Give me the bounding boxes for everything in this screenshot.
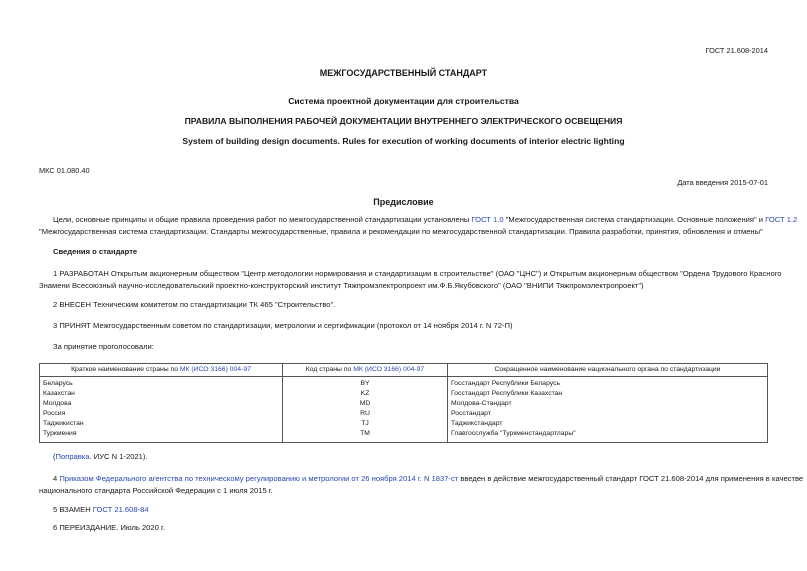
item-4-text: введен в действие межгосударственный стандарт ГОСТ 21.608-2014 для применения в качестве [458,474,804,483]
body-cell: Главгосслужба "Туркменстандартлары" [448,429,768,443]
column-header-country-text: Краткое наименование страны по [71,366,180,373]
country-cell: Молдова [40,399,283,409]
amendment-rest: . ИУС N 1-2021). [89,452,148,461]
item-1-line-2: Знамени Всесоюзный научно-исследовательский проектно-конструкторский институт Тяжпромэлектропроект им.Ф.Б.Якубовского" (ОАО "ВНИПИ Тяжпромэлектропроект") [39,281,644,290]
system-title: Система проектной документации для строительства [288,96,519,106]
code-cell: MD [283,399,448,409]
item-4-number: 4 [53,474,60,483]
gost-21-608-84-link[interactable]: ГОСТ 21.608-84 [92,505,149,514]
body-cell: Росстандарт [448,409,768,419]
column-header-country [40,364,283,377]
body-cell: Таджикстандарт [448,419,768,429]
foreword-heading: Предисловие [373,197,434,207]
code-cell: TJ [283,419,448,429]
introduction-date: Дата введения 2015-07-01 [677,178,768,187]
item-4-line-1 [39,473,804,485]
item-4-line-2: национального стандарта Российской Федерации с 1 июля 2015 г. [39,486,273,495]
body-cell: Госстандарт Республики Беларусь [448,377,768,390]
rosstandart-order-link[interactable]: Приказом Федерального агентства по техническому регулированию и метрологии от 26 ноября 2014 г. N 1837-ст [59,474,459,483]
country-cell: Казахстан [40,389,283,399]
table-row [40,409,768,419]
country-cell: Россия [40,409,283,419]
body-cell: Госстандарт Республики Казахстан [448,389,768,399]
column-header-code-text: Код страны по [305,366,354,373]
item-2-introduced: 2 ВНЕСЕН Техническим комитетом по стандартизации ТК 465 "Строительство". [53,300,336,309]
document-title-ru: ПРАВИЛА ВЫПОЛНЕНИЯ РАБОЧЕЙ ДОКУМЕНТАЦИИ ВНУТРЕННЕГО ЭЛЕКТРИЧЕСКОГО ОСВЕЩЕНИЯ [184,116,623,126]
item-4-enacted [39,473,804,497]
foreword-text-b: "Межгосударственная система стандартизации. Основные положения" и [503,215,766,224]
mk-iso-link-1[interactable]: МК (ИСО 3166) 004-97 [179,366,251,373]
body-cell: Молдова-Стандарт [448,399,768,409]
column-header-body: Сокращенное наименование национального органа по стандартизации [448,364,768,377]
foreword-line-1 [39,214,798,226]
code-cell: TM [283,429,448,443]
gost-1-0-link[interactable]: ГОСТ 1.0 [471,215,504,224]
gost-1-2-link[interactable]: ГОСТ 1.2 [765,215,798,224]
item-1-line-1: 1 РАЗРАБОТАН Открытым акционерным обществом "Центр методологии нормирования и стандартизации в строительстве" (ОАО "ЦНС") и Открытым акционерным обществом "Ордена Трудового Красного [53,269,782,278]
document-code: ГОСТ 21.608-2014 [705,46,768,55]
voted-label: За принятие проголосовали: [53,342,154,351]
item-5-text: 5 ВЗАМЕН [53,505,93,514]
code-cell: KZ [283,389,448,399]
document-title-en: System of building design documents. Rules for execution of working documents of interior electric lighting [182,136,625,146]
code-cell: BY [283,377,448,390]
item-5-replaces [53,505,149,514]
country-cell: Таджикистан [40,419,283,429]
code-cell: RU [283,409,448,419]
mk-iso-link-2[interactable]: МК (ИСО 3166) 004-97 [353,366,425,373]
standard-type-heading: МЕЖГОСУДАРСТВЕННЫЙ СТАНДАРТ [319,68,488,78]
table-row [40,419,768,429]
amendment-note [53,452,148,461]
foreword-text-a: Цели, основные принципы и общие правила проведения работ по межгосударственной стандартизации установлены [53,215,472,224]
table-header-row [40,364,768,377]
foreword-paragraph [39,214,798,238]
item-6-reissue: 6 ПЕРЕИЗДАНИЕ. Июль 2020 г. [53,523,165,532]
amendment-link[interactable]: Поправка [55,452,90,461]
standard-info-heading: Сведения о стандарте [53,247,138,256]
voting-countries-table [39,363,768,443]
table-row [40,429,768,443]
amendment-paren: ( [53,452,56,461]
mks-code: МКС 01.080.40 [39,166,90,175]
table-row [40,389,768,399]
country-cell: Туркмения [40,429,283,443]
item-3-adopted: 3 ПРИНЯТ Межгосударственным советом по стандартизации, метрологии и сертификации (протокол от 14 ноября 2014 г. N 72-П) [53,321,513,330]
table-row [40,399,768,409]
table-row [40,377,768,390]
item-1-developed [39,268,782,292]
foreword-line-2: "Межгосударственная система стандартизации. Стандарты межгосударственные, правила и рекомендации по межгосударственной стандартизации. Правила разработки, принятия, обновления и отмены" [39,227,763,236]
column-header-code [283,364,448,377]
country-cell: Беларусь [40,377,283,390]
